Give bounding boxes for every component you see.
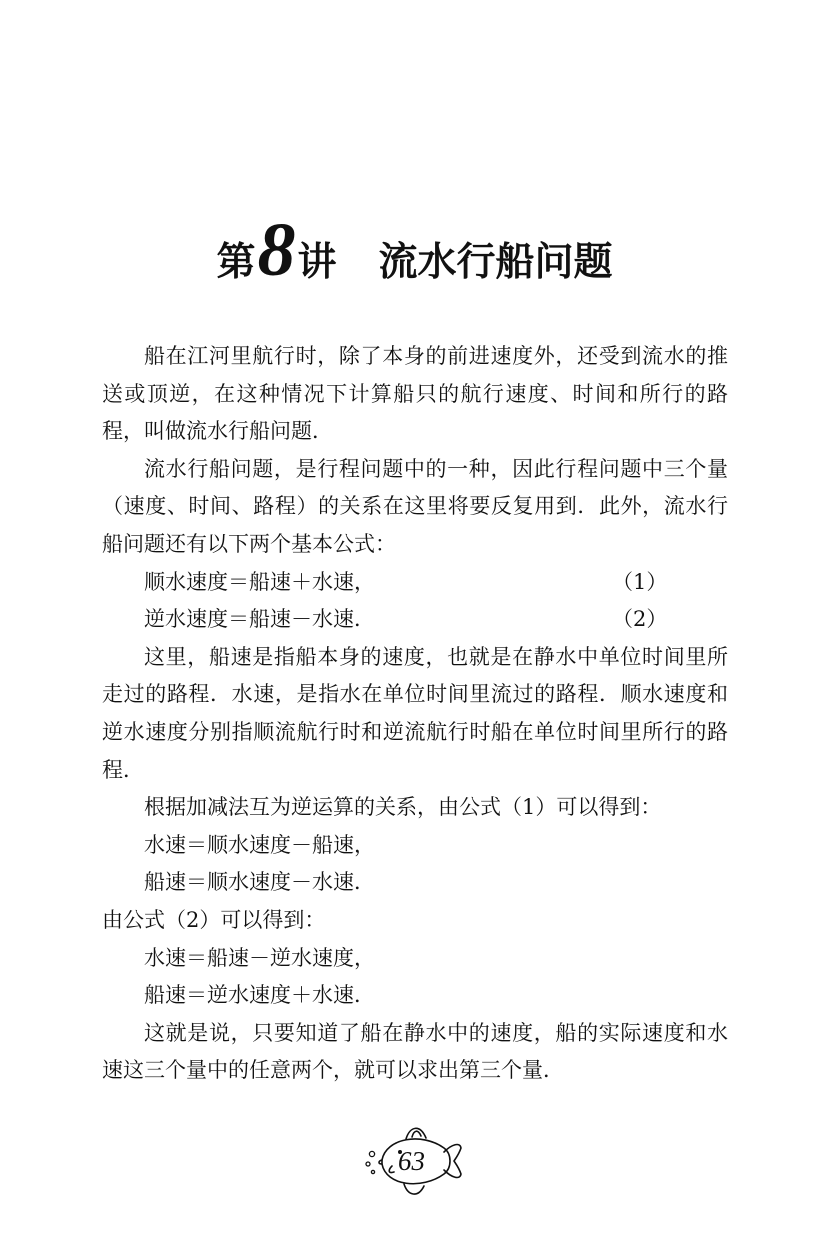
- chapter-number: 8: [257, 208, 296, 292]
- chapter-prefix: 第: [216, 240, 256, 285]
- formula-text: 顺水速度＝船速＋水速，: [144, 569, 375, 594]
- formula-water-speed-1: [102, 827, 728, 865]
- equation-number: （2）: [612, 607, 668, 632]
- formula-downstream: [102, 564, 728, 602]
- paragraph-intro: 船在江河里航行时，除了本身的前进速度外，还受到流水的推送或顶逆，在这种情况下计算船只的航行速度、时间和所行的路程，叫做流水行船问题．: [102, 344, 728, 444]
- page-footer: [360, 1108, 470, 1218]
- page-number: 63: [398, 1146, 425, 1176]
- paragraph-derive-2: 由公式（2）可以得到：: [102, 907, 326, 932]
- paragraph-derive-1: 根据加减法互为逆运算的关系，由公式（1）可以得到：: [144, 795, 662, 820]
- formula-text: 水速＝船速－逆水速度，: [144, 945, 375, 970]
- formula-boat-speed-1: [102, 864, 728, 902]
- formula-text: 逆水速度＝船速－水速．: [144, 607, 375, 632]
- page-body: [102, 338, 728, 1090]
- paragraph-formulas-intro: 流水行船问题，是行程问题中的一种，因此行程问题中三个量（速度、时间、路程）的关系在这里将要反复用到．此外，流水行船问题还有以下两个基本公式：: [102, 456, 728, 556]
- equation-number: （1）: [612, 569, 668, 594]
- formula-boat-speed-2: [102, 977, 728, 1015]
- formula-text: 船速＝顺水速度－水速．: [144, 870, 375, 895]
- paragraph-definitions: 这里，船速是指船本身的速度，也就是在静水中单位时间里所走过的路程．水速，是指水在单位时间里流过的路程．顺水速度和逆水速度分别指顺流航行时和逆流航行时船在单位时间里所行的路程．: [102, 644, 728, 782]
- chapter-suffix: 讲: [297, 240, 337, 285]
- chapter-heading: 流水行船问题: [378, 240, 613, 285]
- chapter-title: [0, 208, 829, 292]
- formula-water-speed-2: [102, 940, 728, 978]
- formula-text: 水速＝顺水速度－船速，: [144, 832, 375, 857]
- formula-text: 船速＝逆水速度＋水速．: [144, 983, 375, 1008]
- formula-upstream: [102, 601, 728, 639]
- paragraph-conclusion: 这就是说，只要知道了船在静水中的速度，船的实际速度和水速这三个量中的任意两个，就可以求出第三个量．: [102, 1020, 728, 1083]
